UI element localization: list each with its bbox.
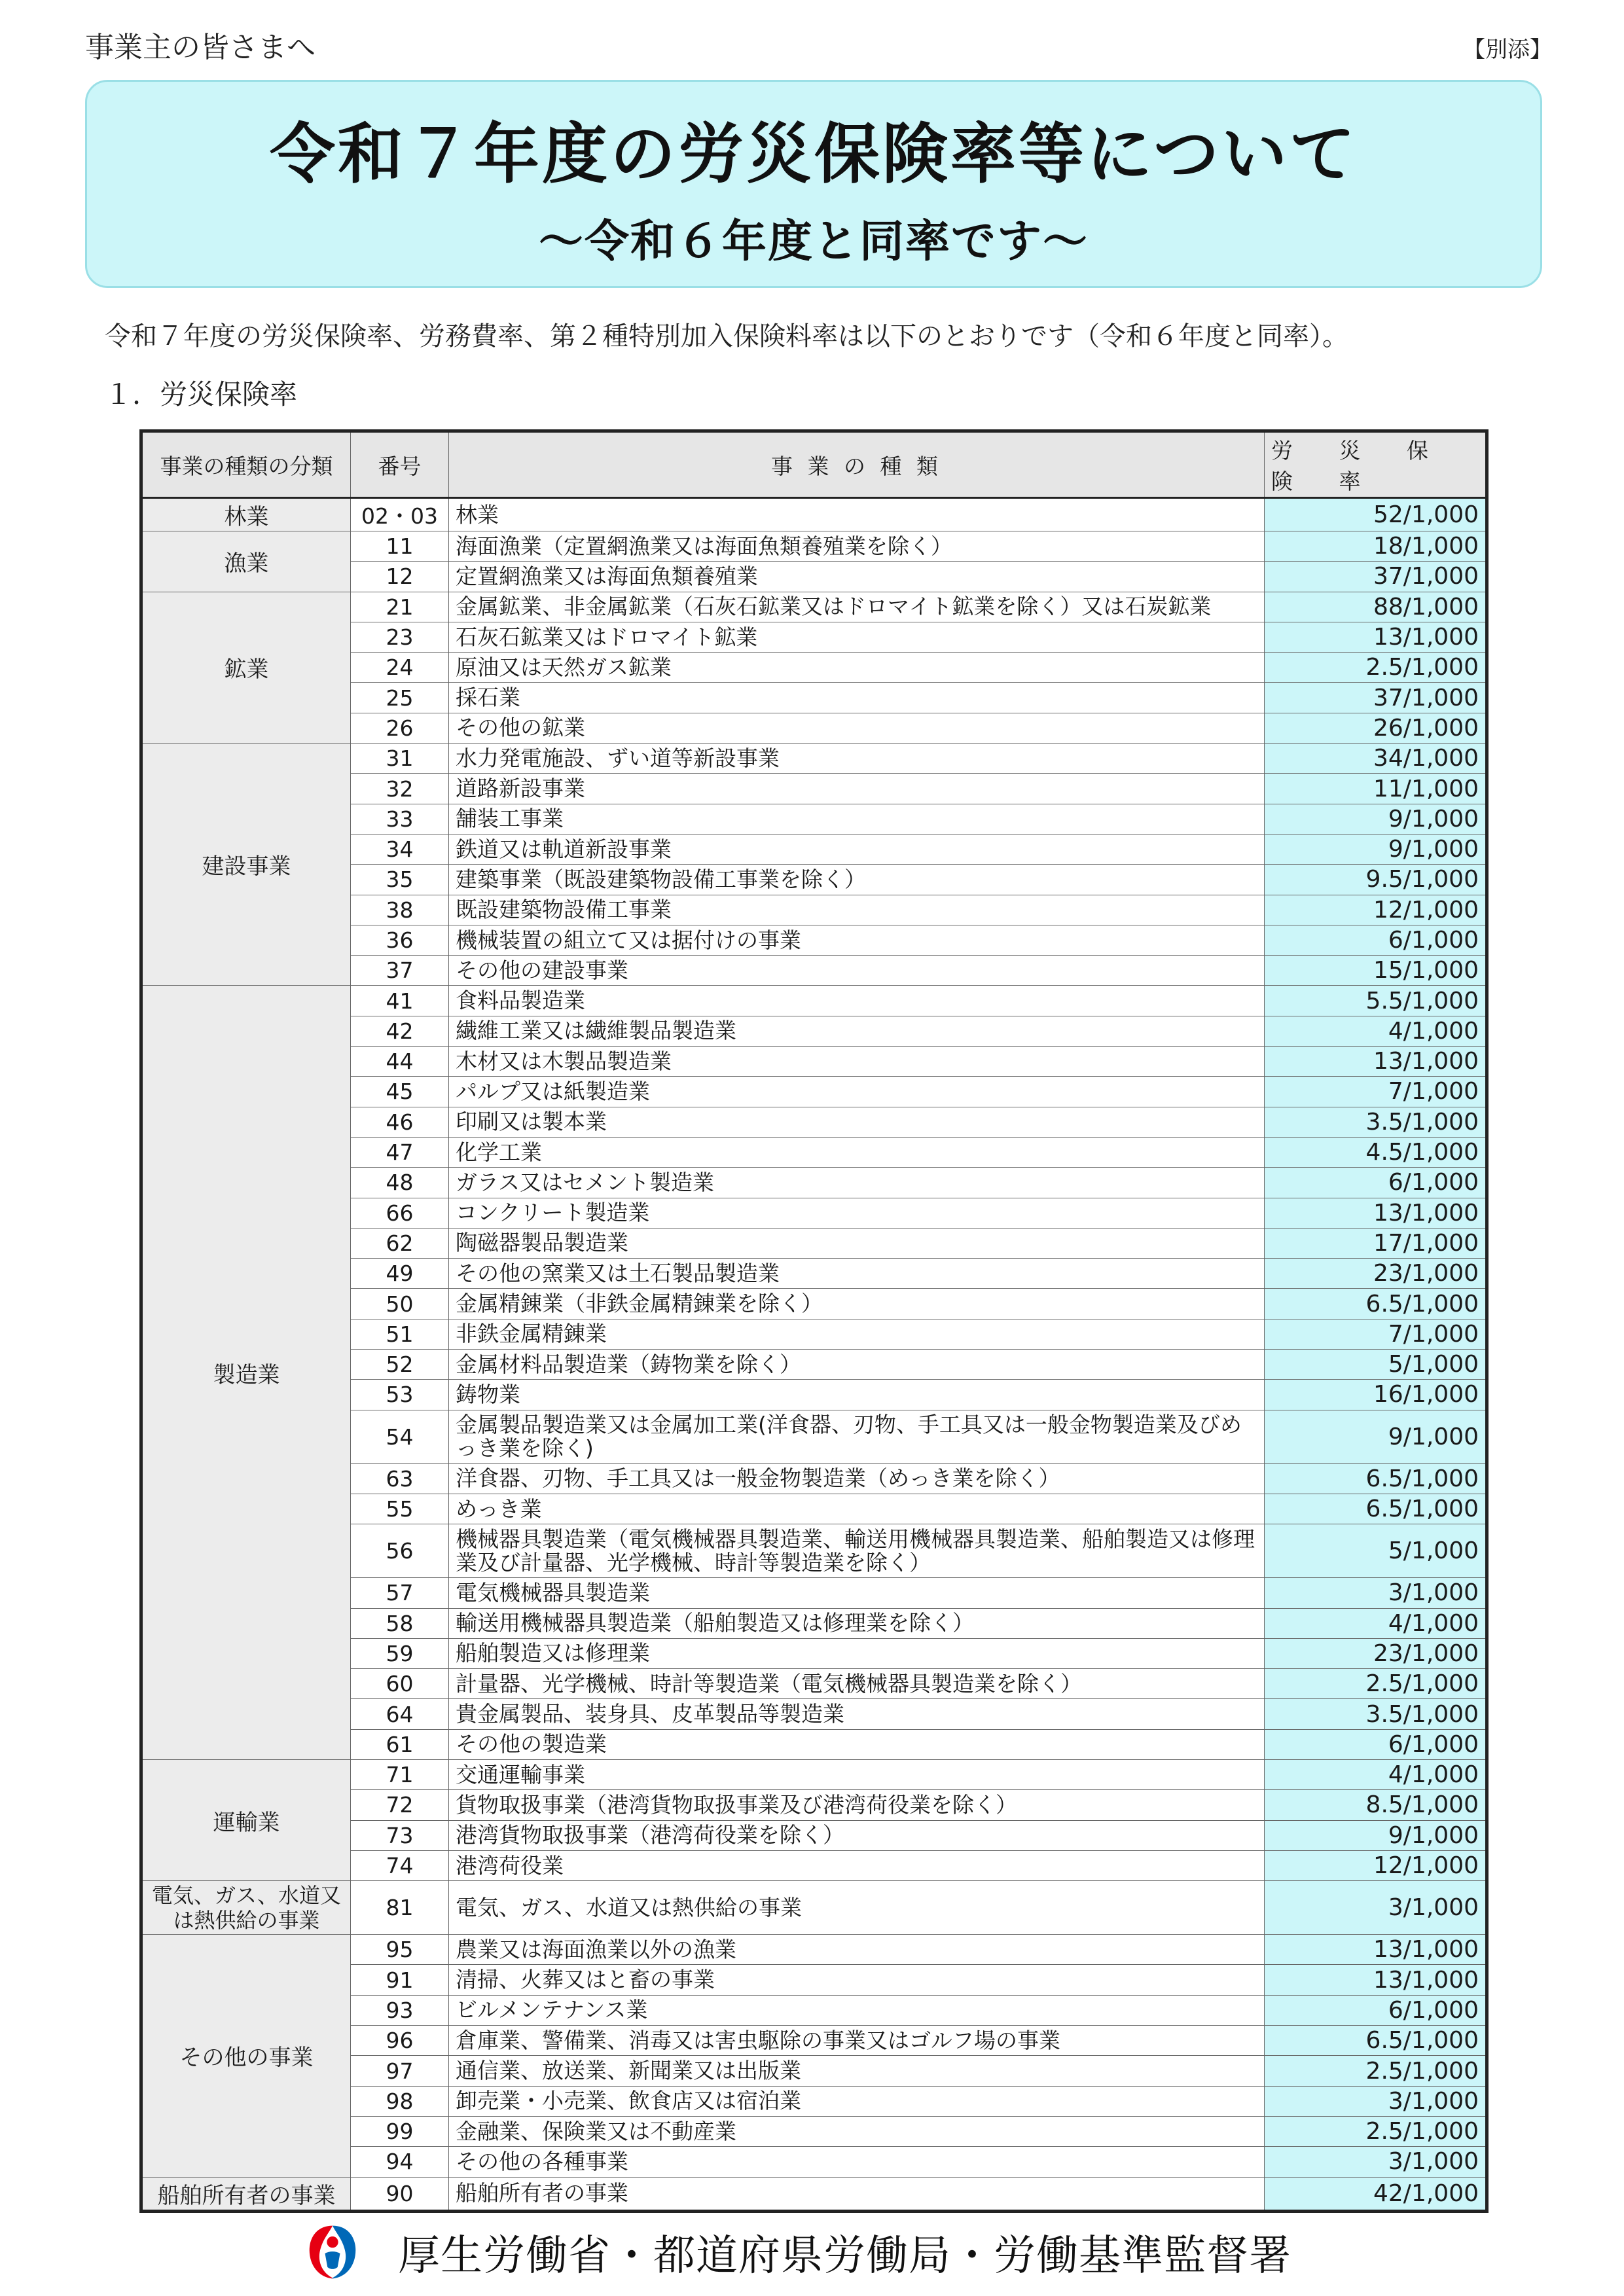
business-name-cell: 機械装置の組立て又は据付けの事業 [449,925,1265,955]
number-cell: 24 [351,653,449,683]
table-row [141,744,1487,774]
rate-cell: 3/1,000 [1265,2147,1487,2177]
business-name-cell: 石灰石鉱業又はドロマイト鉱業 [449,622,1265,652]
rate-cell: 6.5/1,000 [1265,1289,1487,1319]
business-name-cell: その他の製造業 [449,1729,1265,1759]
table-row [141,592,1487,622]
business-name-cell: 洋食器、刃物、手工具又は一般金物製造業（めっき業を除く） [449,1463,1265,1494]
rate-cell: 18/1,000 [1265,531,1487,562]
number-cell: 34 [351,834,449,864]
number-cell: 58 [351,1608,449,1638]
rate-cell: 4/1,000 [1265,1759,1487,1789]
number-cell: 02・03 [351,498,449,531]
rates-body [141,498,1487,2212]
business-name-cell: 金属精錬業（非鉄金属精錬業を除く） [449,1289,1265,1319]
business-name-cell: 海面漁業（定置網漁業又は海面魚類養殖業を除く） [449,531,1265,562]
category-cell: 鉱業 [141,592,351,743]
number-cell: 60 [351,1669,449,1699]
rate-cell: 15/1,000 [1265,956,1487,986]
business-name-cell: 計量器、光学機械、時計等製造業（電気機械器具製造業を除く） [449,1669,1265,1699]
attachment-label: 【別添】 [1463,37,1552,63]
table-row [141,531,1487,562]
business-name-cell: ガラス又はセメント製造業 [449,1168,1265,1198]
header-business-type: 事 業 の 種 類 [449,431,1265,498]
business-name-cell: 港湾荷役業 [449,1850,1265,1880]
rate-cell: 13/1,000 [1265,1935,1487,1965]
rate-cell: 9/1,000 [1265,1820,1487,1850]
business-name-cell: めっき業 [449,1494,1265,1524]
business-name-cell: 電気機械器具製造業 [449,1578,1265,1608]
number-cell: 91 [351,1965,449,1995]
rate-cell: 4/1,000 [1265,1608,1487,1638]
rate-cell: 6.5/1,000 [1265,1494,1487,1524]
business-name-cell: 通信業、放送業、新聞業又は出版業 [449,2056,1265,2086]
business-name-cell: 道路新設事業 [449,774,1265,804]
rate-cell: 3.5/1,000 [1265,1699,1487,1729]
table-row [141,1935,1487,1965]
number-cell: 72 [351,1790,449,1820]
rate-cell: 34/1,000 [1265,744,1487,774]
rate-cell: 6.5/1,000 [1265,2026,1487,2056]
rate-cell: 3/1,000 [1265,2086,1487,2116]
recipient-label: 事業主の皆さまへ [85,31,316,64]
number-cell: 64 [351,1699,449,1729]
header-rate: 労 災 保 険 率 [1265,431,1487,498]
business-name-cell: 鉄道又は軌道新設事業 [449,834,1265,864]
number-cell: 59 [351,1638,449,1668]
rate-cell: 5.5/1,000 [1265,986,1487,1016]
number-cell: 12 [351,562,449,592]
business-name-cell: コンクリート製造業 [449,1198,1265,1228]
table-row [141,1881,1487,1935]
business-name-cell: 清掃、火葬又はと畜の事業 [449,1965,1265,1995]
number-cell: 61 [351,1729,449,1759]
rate-cell: 9.5/1,000 [1265,865,1487,895]
number-cell: 54 [351,1410,449,1463]
table-row [141,2177,1487,2211]
business-name-cell: 電気、ガス、水道又は熱供給の事業 [449,1881,1265,1935]
business-name-cell: 舗装工事業 [449,804,1265,834]
footer-text: 厚生労働省・都道府県労働局・労働基準監督署 [398,2232,1291,2280]
table-row [141,1759,1487,1789]
business-name-cell: 輸送用機械器具製造業（船舶製造又は修理業を除く） [449,1608,1265,1638]
mhlw-logo-icon [301,2221,364,2284]
category-cell: 製造業 [141,986,351,1760]
number-cell: 25 [351,683,449,713]
number-cell: 90 [351,2177,449,2211]
rate-cell: 6/1,000 [1265,1168,1487,1198]
number-cell: 31 [351,744,449,774]
category-cell: 漁業 [141,531,351,592]
category-cell: 船舶所有者の事業 [141,2177,351,2211]
rate-cell: 26/1,000 [1265,713,1487,743]
rate-cell: 2.5/1,000 [1265,653,1487,683]
number-cell: 44 [351,1047,449,1077]
number-cell: 81 [351,1881,449,1935]
page-subtitle: ～令和６年度と同率です～ [538,216,1089,268]
number-cell: 97 [351,2056,449,2086]
number-cell: 49 [351,1259,449,1289]
number-cell: 26 [351,713,449,743]
number-cell: 73 [351,1820,449,1850]
business-name-cell: 交通運輸事業 [449,1759,1265,1789]
number-cell: 42 [351,1016,449,1046]
rate-cell: 5/1,000 [1265,1350,1487,1380]
rate-cell: 4/1,000 [1265,1016,1487,1046]
business-name-cell: 船舶製造又は修理業 [449,1638,1265,1668]
business-name-cell: 卸売業・小売業、飲食店又は宿泊業 [449,2086,1265,2116]
number-cell: 45 [351,1077,449,1107]
business-name-cell: 木材又は木製品製造業 [449,1047,1265,1077]
rate-cell: 2.5/1,000 [1265,2116,1487,2146]
rate-cell: 37/1,000 [1265,683,1487,713]
number-cell: 51 [351,1319,449,1349]
business-name-cell: 倉庫業、警備業、消毒又は害虫駆除の事業又はゴルフ場の事業 [449,2026,1265,2056]
rate-cell: 7/1,000 [1265,1077,1487,1107]
business-name-cell: その他の窯業又は土石製品製造業 [449,1259,1265,1289]
business-name-cell: 船舶所有者の事業 [449,2177,1265,2211]
business-name-cell: 建築事業（既設建築物設備工事業を除く） [449,865,1265,895]
rate-cell: 3.5/1,000 [1265,1107,1487,1137]
business-name-cell: 採石業 [449,683,1265,713]
business-name-cell: 化学工業 [449,1137,1265,1167]
number-cell: 74 [351,1850,449,1880]
rate-cell: 23/1,000 [1265,1638,1487,1668]
number-cell: 35 [351,865,449,895]
category-cell: その他の事業 [141,1935,351,2177]
rate-cell: 13/1,000 [1265,1047,1487,1077]
number-cell: 48 [351,1168,449,1198]
number-cell: 55 [351,1494,449,1524]
business-name-cell: 既設建築物設備工事業 [449,895,1265,925]
rate-cell: 2.5/1,000 [1265,2056,1487,2086]
rate-cell: 9/1,000 [1265,804,1487,834]
business-name-cell: 金属鉱業、非金属鉱業（石灰石鉱業又はドロマイト鉱業を除く）又は石炭鉱業 [449,592,1265,622]
rate-cell: 3/1,000 [1265,1881,1487,1935]
category-cell: 林業 [141,498,351,531]
number-cell: 53 [351,1380,449,1410]
number-cell: 66 [351,1198,449,1228]
rate-cell: 37/1,000 [1265,562,1487,592]
number-cell: 50 [351,1289,449,1319]
business-name-cell: 港湾貨物取扱事業（港湾荷役業を除く） [449,1820,1265,1850]
business-name-cell: 非鉄金属精錬業 [449,1319,1265,1349]
business-name-cell: その他の鉱業 [449,713,1265,743]
rate-cell: 6/1,000 [1265,1729,1487,1759]
business-name-cell: 定置網漁業又は海面魚類養殖業 [449,562,1265,592]
rate-cell: 6.5/1,000 [1265,1463,1487,1494]
rate-cell: 52/1,000 [1265,498,1487,531]
number-cell: 32 [351,774,449,804]
number-cell: 94 [351,2147,449,2177]
category-cell: 建設事業 [141,744,351,986]
number-cell: 52 [351,1350,449,1380]
category-cell: 運輸業 [141,1759,351,1880]
rate-cell: 6/1,000 [1265,925,1487,955]
business-name-cell: 水力発電施設、ずい道等新設事業 [449,744,1265,774]
business-name-cell: 林業 [449,498,1265,531]
table-header-row [141,431,1487,498]
rate-cell: 13/1,000 [1265,1965,1487,1995]
business-name-cell: 陶磁器製品製造業 [449,1228,1265,1258]
business-name-cell: 貴金属製品、装身具、皮革製品等製造業 [449,1699,1265,1729]
number-cell: 99 [351,2116,449,2146]
rate-cell: 12/1,000 [1265,895,1487,925]
business-name-cell: ビルメンテナンス業 [449,1995,1265,2025]
rate-cell: 88/1,000 [1265,592,1487,622]
footer [301,2221,1291,2284]
number-cell: 41 [351,986,449,1016]
rate-cell: 9/1,000 [1265,1410,1487,1463]
section-heading: １．労災保険率 [105,378,298,410]
rate-cell: 3/1,000 [1265,1578,1487,1608]
intro-text: 令和７年度の労災保険率、労務費率、第２種特別加入保険料率は以下のとおりです（令和６年度と同率）。 [105,321,1348,351]
business-name-cell: その他の各種事業 [449,2147,1265,2177]
number-cell: 38 [351,895,449,925]
number-cell: 95 [351,1935,449,1965]
rate-cell: 11/1,000 [1265,774,1487,804]
rate-cell: 12/1,000 [1265,1850,1487,1880]
rate-cell: 6/1,000 [1265,1995,1487,2025]
rate-cell: 5/1,000 [1265,1524,1487,1578]
business-name-cell: 原油又は天然ガス鉱業 [449,653,1265,683]
business-name-cell: 機械器具製造業（電気機械器具製造業、輸送用機械器具製造業、船舶製造又は修理業及び計量器、光学機械、時計等製造業を除く） [449,1524,1265,1578]
title-banner [85,80,1542,288]
number-cell: 21 [351,592,449,622]
header-number: 番号 [351,431,449,498]
business-name-cell: 繊維工業又は繊維製品製造業 [449,1016,1265,1046]
rate-cell: 23/1,000 [1265,1259,1487,1289]
business-name-cell: 印刷又は製本業 [449,1107,1265,1137]
number-cell: 98 [351,2086,449,2116]
number-cell: 36 [351,925,449,955]
rate-cell: 13/1,000 [1265,1198,1487,1228]
business-name-cell: 食料品製造業 [449,986,1265,1016]
rate-cell: 7/1,000 [1265,1319,1487,1349]
rate-cell: 2.5/1,000 [1265,1669,1487,1699]
business-name-cell: 鋳物業 [449,1380,1265,1410]
number-cell: 11 [351,531,449,562]
business-name-cell: 金属製品製造業又は金属加工業(洋食器、刃物、手工具又は一般金物製造業及びめっき業を除く) [449,1410,1265,1463]
rates-table [139,429,1489,2213]
header-category: 事業の種類の分類 [141,431,351,498]
number-cell: 93 [351,1995,449,2025]
number-cell: 62 [351,1228,449,1258]
rate-cell: 16/1,000 [1265,1380,1487,1410]
rate-cell: 13/1,000 [1265,622,1487,652]
number-cell: 96 [351,2026,449,2056]
number-cell: 56 [351,1524,449,1578]
table-row [141,986,1487,1016]
number-cell: 37 [351,956,449,986]
number-cell: 71 [351,1759,449,1789]
number-cell: 23 [351,622,449,652]
business-name-cell: 農業又は海面漁業以外の漁業 [449,1935,1265,1965]
rate-cell: 42/1,000 [1265,2177,1487,2211]
rate-cell: 4.5/1,000 [1265,1137,1487,1167]
number-cell: 46 [351,1107,449,1137]
business-name-cell: 金属材料品製造業（鋳物業を除く） [449,1350,1265,1380]
number-cell: 47 [351,1137,449,1167]
rate-cell: 17/1,000 [1265,1228,1487,1258]
business-name-cell: パルプ又は紙製造業 [449,1077,1265,1107]
business-name-cell: 金融業、保険業又は不動産業 [449,2116,1265,2146]
rate-cell: 8.5/1,000 [1265,1790,1487,1820]
page-title: 令和７年度の労災保険率等について [270,116,1358,192]
number-cell: 57 [351,1578,449,1608]
table-row [141,498,1487,531]
business-name-cell: その他の建設事業 [449,956,1265,986]
category-cell: 電気、ガス、水道又は熱供給の事業 [141,1881,351,1935]
number-cell: 33 [351,804,449,834]
number-cell: 63 [351,1463,449,1494]
rate-cell: 9/1,000 [1265,834,1487,864]
business-name-cell: 貨物取扱事業（港湾貨物取扱事業及び港湾荷役業を除く） [449,1790,1265,1820]
